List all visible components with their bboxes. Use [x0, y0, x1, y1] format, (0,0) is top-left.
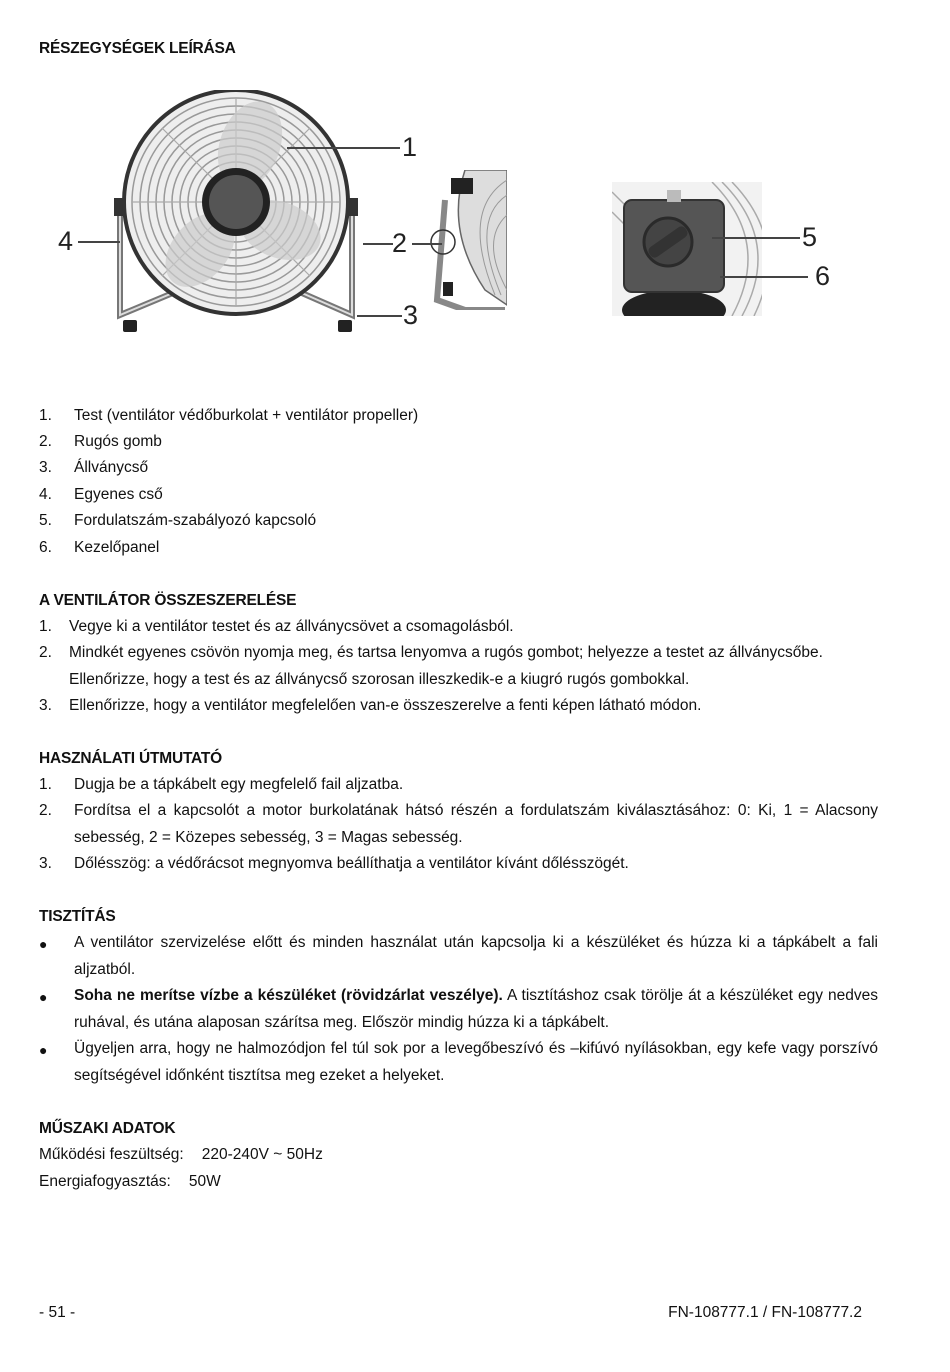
- callout-5: 5: [802, 222, 818, 252]
- section-title-parts: RÉSZEGYSÉGEK LEÍRÁSA: [39, 40, 236, 57]
- callout-6: 6: [815, 261, 831, 291]
- parts-list-item: 4. Egyenes cső: [39, 486, 163, 503]
- parts-list-item: 1. Test (ventilátor védőburkolat + ventilátor propeller): [39, 407, 419, 424]
- callout-4: 4: [58, 226, 74, 256]
- assembly-step-1: 1. Vegye ki a ventilátor testet és az állványcsövet a csomagolásból.: [39, 618, 514, 635]
- callout-leader-4: [78, 241, 120, 243]
- callout-leader-5: [712, 237, 800, 239]
- bullet-icon: ●: [39, 1042, 48, 1058]
- assembly-step-3: 3. Ellenőrizze, hogy a ventilátor megfelelően van-e összeszerelve a fenti képen látható módon.: [39, 697, 702, 714]
- fan-side-detail-illustration: [425, 170, 507, 310]
- warning-bold-text: Soha ne merítse vízbe a készüléket (rövidzárlat veszélye).: [74, 987, 503, 1004]
- callout-leader-2b: [412, 243, 442, 245]
- usage-step-2: Fordítsa el a kapcsolót a motor burkolatának hátsó részén a fordulatszám kiválasztásához: 0: Ki, 1 = Alacsony sebesség, 2 = Közepes sebesség, 3 = Magas sebesség.: [74, 802, 878, 846]
- usage-step-2-num: 2.: [39, 802, 52, 819]
- callout-3: 3: [403, 300, 419, 330]
- parts-list-item: 3. Állványcső: [39, 459, 149, 476]
- parts-list-item: 5. Fordulatszám-szabályozó kapcsoló: [39, 512, 317, 529]
- model-number: FN-108777.1 / FN-108777.2: [668, 1304, 862, 1321]
- callout-1: 1: [402, 132, 418, 162]
- section-title-specs: MŰSZAKI ADATOK: [39, 1120, 176, 1137]
- cleaning-item-1: A ventilátor szervizelése előtt és minden használat után kapcsolja ki a készüléket és húzza ki a tápkábelt a fali aljzatból.: [74, 934, 878, 978]
- parts-list-item: 6. Kezelőpanel: [39, 539, 160, 556]
- assembly-step-2: Mindkét egyenes csövön nyomja meg, és tartsa lenyomva a rugós gombot; helyezze a testet az állványcsőbe. Ellenőrizze, hogy a test és az állványcső szorosan illeszkedik-e a kiugró rugós gombokkal.: [69, 644, 823, 688]
- usage-step-1: 1. Dugja be a tápkábelt egy megfelelő fail aljzatba.: [39, 776, 404, 793]
- page-number: - 51 -: [39, 1304, 76, 1321]
- parts-list-item: 2. Rugós gomb: [39, 433, 162, 450]
- callout-leader-2a: [363, 243, 393, 245]
- callout-2: 2: [392, 228, 408, 258]
- cleaning-item-3: Ügyeljen arra, hogy ne halmozódjon fel túl sok por a levegőbeszívó és –kifúvó nyílásokban, egy kefe vagy porszívó segítségével időnként tisztítsa meg ezeket a helyeket.: [74, 1040, 878, 1084]
- section-title-usage: HASZNÁLATI ÚTMUTATÓ: [39, 750, 223, 767]
- section-title-assembly: A VENTILÁTOR ÖSSZESZERELÉSE: [39, 592, 297, 609]
- callout-leader-3: [357, 315, 402, 317]
- usage-step-3: 3. Dőlésszög: a védőrácsot megnyomva beállíthatja a ventilátor kívánt dőlésszögét.: [39, 855, 629, 872]
- spec-row-power: Energiafogyasztás: 50W: [39, 1173, 221, 1190]
- callout-leader-1: [287, 147, 400, 149]
- spec-row-voltage: Működési feszültség: 220-240V ~ 50Hz: [39, 1146, 323, 1163]
- callout-leader-6: [720, 276, 808, 278]
- cleaning-item-2: Soha ne merítse vízbe a készüléket (rövidzárlat veszélye). A tisztításhoz csak törölje át a készüléket egy nedves ruhával, és utána alaposan szárítsa meg. Először mindig húzza ki a tápkábelt.: [74, 987, 878, 1031]
- section-title-cleaning: TISZTÍTÁS: [39, 908, 116, 925]
- bullet-icon: ●: [39, 989, 48, 1005]
- fan-front-illustration: [90, 90, 380, 350]
- bullet-icon: ●: [39, 936, 48, 952]
- control-panel-illustration: [612, 182, 762, 316]
- assembly-step-2-num: 2.: [39, 644, 52, 661]
